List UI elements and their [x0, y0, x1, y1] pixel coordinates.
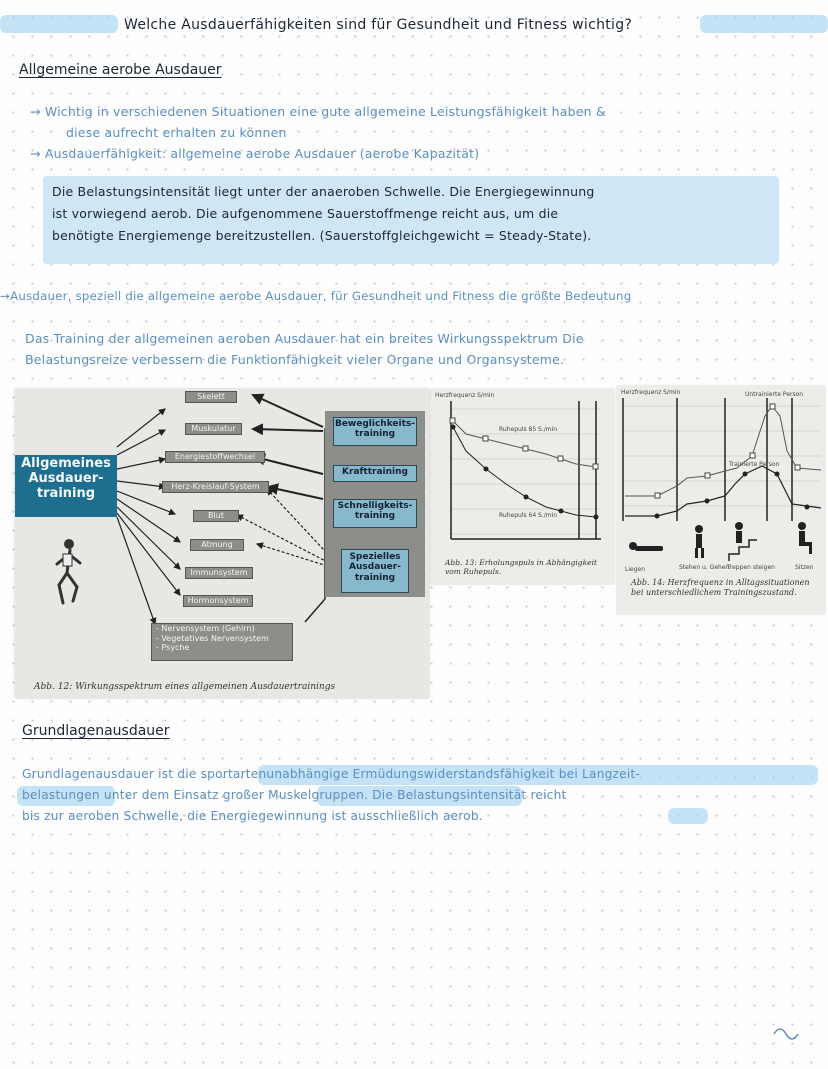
title-highlight-left	[0, 15, 118, 33]
grundlagen-highlight-4	[668, 808, 708, 824]
activity-icons	[629, 522, 812, 561]
importance-note: →Ausdauer, speziell die allgemeine aerobe Ausdauer, für Gesundheit und Fitness die größte Bedeutung	[0, 289, 632, 303]
section-heading-grundlagen: Grundlagenausdauer	[22, 723, 170, 739]
bullet-2: → Ausdauerfähigkeit: allgemeine aerobe Ausdauer (aerobe Kapazität)	[30, 146, 480, 161]
fig14-series-1: Untrainierte Person	[745, 391, 804, 398]
section-heading-aerob: Allgemeine aerobe Ausdauer	[19, 62, 222, 78]
grundlagen-line-1: Grundlagenausdauer ist die sportartenunabhängige Ermüdungswiderstandsfähigkeit bei Langzeit-	[22, 767, 641, 781]
definition-line-1: Die Belastungsintensität liegt unter der anaeroben Schwelle. Die Energiegewinnung	[52, 184, 595, 199]
figure-wirkungsspektrum	[15, 389, 429, 698]
fig13-series-1: Ruhepuls 85 S./min	[499, 426, 558, 433]
fig13-series-2: Ruhepuls 64 S./min	[499, 512, 558, 519]
activity-liegen: Liegen	[625, 566, 646, 573]
training-para-line-1: Das Training der allgemeinen aeroben Ausdauer hat ein breites Wirkungsspektrum Die	[25, 331, 584, 346]
grundlagen-line-3: bis zur aeroben Schwelle, die Energiegewinnung ist ausschließlich aerob.	[22, 809, 483, 823]
organ-hormonsystem: Hormonsystem	[183, 595, 253, 607]
runner-figure	[57, 539, 80, 603]
definition-line-3: benötigte Energiemenge bereitzustellen. (Sauerstoffgleichgewicht = Steady-State).	[52, 228, 592, 243]
activity-stehen: Stehen u. Gehen	[679, 564, 730, 571]
organ-skelett: Skelett	[185, 391, 237, 403]
figure-14-caption: Abb. 14: Herzfrequenz in Alltagssituationen bei unterschiedlichem Trainingszustand.	[631, 578, 810, 597]
grundlagen-line-2: belastungen unter dem Einsatz großer Muskelgruppen. Die Belastungsintensität reicht	[22, 788, 567, 802]
organ-energiestoffwechsel: Energiestoffwechsel	[165, 451, 265, 463]
organ-blut: Blut	[193, 510, 239, 522]
training-kraft: Krafttraining	[333, 465, 417, 482]
fig14-series-2: Trainierte Person	[729, 461, 780, 468]
figure-14-chart	[617, 386, 825, 576]
figure-13-chart	[431, 389, 614, 554]
main-training-box	[15, 455, 117, 517]
page-title: Welche Ausdauerfähigkeiten sind für Gesundheit und Fitness wichtig?	[124, 17, 633, 33]
training-beweglichkeit: Beweglichkeits-training	[333, 417, 417, 446]
main-training-label: Allgemeines Ausdauer-training	[21, 456, 111, 501]
figure-12-caption: Abb. 12: Wirkungsspektrum eines allgemeinen Ausdauertrainings	[34, 682, 336, 692]
watermark-icon	[768, 1020, 808, 1048]
definition-line-2: ist vorwiegend aerob. Die aufgenommene Sauerstoffmenge reicht aus, um die	[52, 206, 559, 221]
training-para-line-2: Belastungsreize verbessern die Funktionfähigkeit vieler Organe und Organsysteme.	[25, 352, 565, 367]
activity-sitzen: Sitzen	[795, 564, 814, 571]
nerv-item-1: - Nervensystem (Gehirn)	[156, 624, 255, 633]
fig13-ylabel: Herzfrequenz S/min	[435, 392, 495, 399]
nerv-item-3: - Psyche	[156, 643, 190, 653]
fig14-ylabel: Herzfrequenz S/min	[621, 389, 681, 396]
training-schnelligkeit: Schnelligkeits-training	[333, 499, 417, 528]
figure-alltags-herzfrequenz	[617, 386, 825, 614]
organ-herz-kreislauf: Herz-Kreislauf-System	[162, 481, 269, 493]
watermark-logo	[768, 1020, 808, 1048]
figure-13-caption: Abb. 13: Erholungspuls in Abhängigkeit vom Ruhepuls.	[445, 558, 597, 576]
organ-atmung: Atmung	[190, 539, 244, 551]
figure-erholungspuls	[431, 389, 614, 584]
bullet-1-line-2: diese aufrecht erhalten zu können	[66, 125, 287, 140]
bullet-1-line-1: → Wichtig in verschiedenen Situationen eine gute allgemeine Leistungsfähigkeit haben &	[30, 104, 606, 119]
training-spezielles-ausdauer: Spezielles Ausdauer-training	[341, 549, 409, 593]
title-highlight-right	[700, 15, 828, 33]
nerv-item-2: - Vegetatives Nervensystem	[156, 633, 269, 643]
activity-treppen: Treppen steigen	[727, 564, 775, 571]
organ-immunsystem: Immunsystem	[185, 567, 253, 579]
organ-muskulatur: Muskulatur	[185, 423, 242, 435]
nervensystem-box	[151, 623, 293, 661]
